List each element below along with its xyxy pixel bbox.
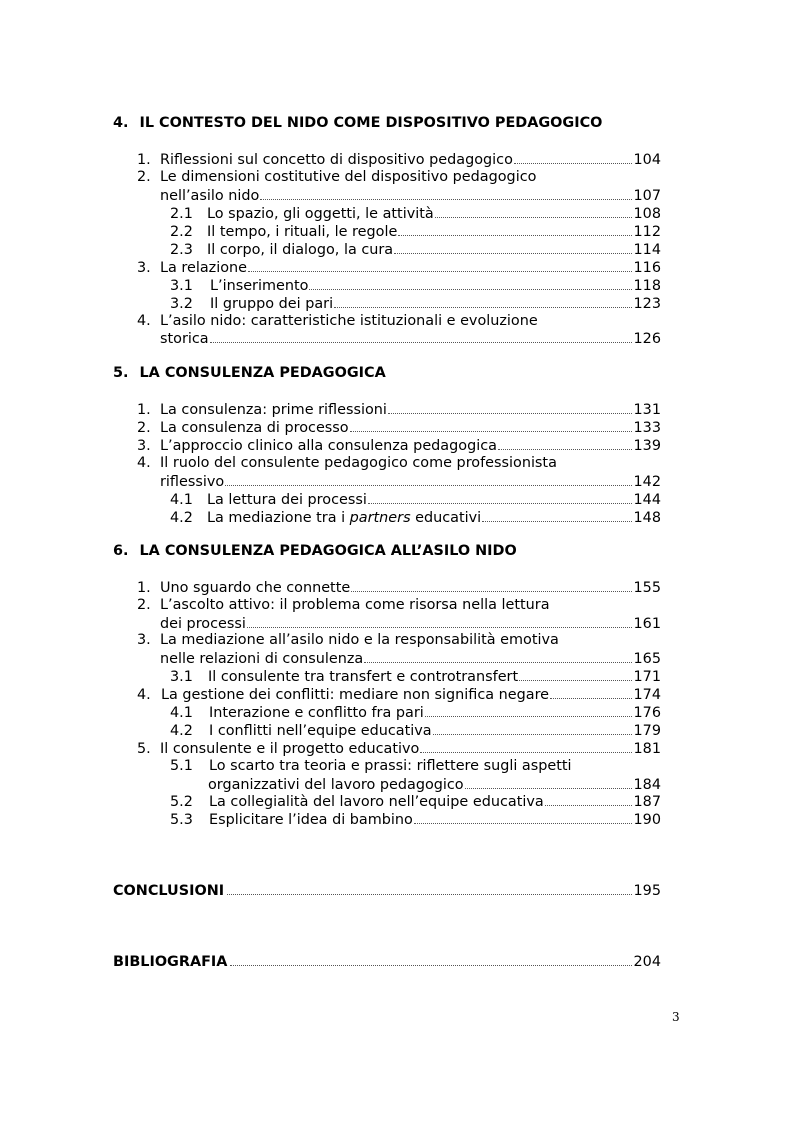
entry-title-cont: nell’asilo nido	[160, 188, 260, 204]
toc-subentry[interactable]	[170, 721, 661, 739]
entry-page: 114	[633, 242, 661, 258]
entry-page: 123	[633, 296, 661, 312]
leader-dots	[351, 578, 631, 592]
toc-subentry[interactable]	[170, 703, 661, 721]
entry-title: I conflitti nell’equipe educativa	[209, 723, 432, 739]
entry-title-cont: riflessivo	[160, 474, 225, 490]
entry-page: 112	[633, 224, 661, 240]
leader-dots	[394, 240, 631, 254]
entry-page: 190	[633, 812, 661, 828]
entry-page: 171	[633, 669, 661, 685]
page-number: 3	[672, 1010, 680, 1024]
leader-dots	[398, 222, 631, 236]
entry-page: 161	[633, 616, 661, 632]
entry-page: 204	[633, 954, 661, 970]
entry-title: L’inserimento	[210, 278, 309, 294]
leader-dots	[334, 294, 631, 308]
entry-title: La collegialità del lavoro nell’equipe educativa	[209, 794, 544, 810]
entry-number: 1.	[137, 402, 151, 418]
leader-dots	[368, 490, 632, 504]
entry-page: 118	[633, 278, 661, 294]
entry-title-part: La mediazione tra i	[207, 510, 350, 526]
entry-title: Uno sguardo che connette	[160, 580, 351, 596]
entry-number: 5.2	[170, 794, 193, 810]
toc-entry-line1[interactable]	[137, 168, 536, 186]
entry-title: Lo spazio, gli oggetti, le attività	[207, 206, 434, 222]
entry-page: 179	[633, 723, 661, 739]
leader-dots	[425, 703, 632, 717]
entry-title: Il consulente tra transfert e controtransfert	[208, 669, 519, 685]
entry-page: 142	[633, 474, 661, 490]
chapter-title: LA CONSULENZA PEDAGOGICA	[139, 365, 386, 381]
entry-number: 2.	[137, 169, 151, 185]
entry-title-cont: dei processi	[160, 616, 246, 632]
entry-title: L’asilo nido: caratteristiche istituzionali e evoluzione	[160, 313, 538, 329]
toc-entry-line1[interactable]	[137, 596, 550, 614]
toc-subentry[interactable]	[170, 240, 661, 258]
entry-number: 4.	[137, 687, 151, 703]
entry-title: Interazione e conflitto fra pari	[209, 705, 424, 721]
entry-page: 131	[633, 402, 661, 418]
toc-subentry[interactable]	[170, 508, 661, 526]
entry-number: 3.	[137, 438, 151, 454]
entry-number: 3.	[137, 632, 151, 648]
toc-subentry[interactable]	[170, 810, 661, 828]
entry-page: 195	[633, 883, 661, 899]
leader-dots	[388, 400, 632, 414]
toc-subentry[interactable]	[170, 276, 661, 294]
entry-number: 4.2	[170, 723, 193, 739]
section-title: BIBLIOGRAFIA	[113, 954, 228, 970]
entry-page: 181	[633, 741, 661, 757]
chapter-title: IL CONTESTO DEL NIDO COME DISPOSITIVO PEDAGOGICO	[139, 115, 603, 131]
entry-number: 2.	[137, 597, 151, 613]
entry-title: L’ascolto attivo: il problema come risorsa nella lettura	[160, 597, 550, 613]
entry-number: 5.	[137, 741, 151, 757]
entry-title: La lettura dei processi	[207, 492, 367, 508]
entry-page: 165	[633, 651, 661, 667]
toc-entry-line1[interactable]	[137, 454, 557, 472]
toc-subentry-line1[interactable]	[170, 757, 572, 775]
toc-entry[interactable]	[137, 418, 661, 436]
entry-page: 155	[633, 580, 661, 596]
toc-subentry[interactable]	[170, 490, 661, 508]
toc-entry-line2[interactable]	[160, 329, 661, 347]
entry-page: 184	[633, 777, 661, 793]
chapter-heading	[113, 364, 386, 382]
entry-number: 4.1	[170, 492, 193, 508]
toc-entry[interactable]	[137, 739, 661, 757]
entry-title: Le dimensioni costitutive del dispositivo pedagogico	[160, 169, 537, 185]
leader-dots	[498, 436, 632, 450]
leader-dots	[414, 810, 632, 824]
toc-entry[interactable]	[137, 150, 661, 168]
entry-title: Riflessioni sul concetto di dispositivo pedagogico	[160, 152, 513, 168]
toc-subentry[interactable]	[170, 204, 661, 222]
entry-page: 174	[633, 687, 661, 703]
toc-entry-line2[interactable]	[160, 614, 661, 632]
leader-dots	[248, 258, 632, 272]
entry-title: Lo scarto tra teoria e prassi: riflettere sugli aspetti	[209, 758, 572, 774]
leader-dots	[350, 418, 632, 432]
entry-number: 1.	[137, 580, 151, 596]
leader-dots	[465, 775, 632, 789]
entry-title	[207, 509, 481, 527]
entry-page: 104	[633, 152, 661, 168]
leader-dots	[227, 881, 631, 895]
entry-title: Il consulente e il progetto educativo	[160, 741, 420, 757]
leader-dots	[433, 721, 632, 735]
entry-title-italic: partners	[349, 510, 411, 526]
entry-number: 5.1	[170, 758, 193, 774]
entry-title-part: educativi	[410, 510, 482, 526]
leader-dots	[545, 792, 632, 806]
entry-page: 116	[633, 260, 661, 276]
entry-title: La consulenza: prime riflessioni	[160, 402, 387, 418]
toc-entry-line2[interactable]	[160, 186, 661, 204]
chapter-heading	[113, 114, 602, 132]
leader-dots	[435, 204, 632, 218]
toc-entry[interactable]	[137, 436, 661, 454]
entry-title-cont: nelle relazioni di consulenza	[160, 651, 364, 667]
leader-dots	[420, 739, 631, 753]
entry-title: La gestione dei conflitti: mediare non significa negare	[161, 687, 550, 703]
toc-entry[interactable]	[137, 578, 661, 596]
chapter-number: 5.	[113, 365, 129, 381]
entry-title: Il gruppo dei pari	[210, 296, 334, 312]
toc-conclusioni[interactable]	[113, 881, 661, 899]
entry-title: La mediazione all’asilo nido e la responsabilità emotiva	[160, 632, 559, 648]
toc-subentry[interactable]	[170, 667, 661, 685]
entry-title: L’approccio clinico alla consulenza pedagogica	[160, 438, 497, 454]
entry-title-cont: organizzativi del lavoro pedagogico	[208, 777, 464, 793]
entry-number: 2.3	[170, 242, 193, 258]
entry-number: 5.3	[170, 812, 193, 828]
leader-dots	[309, 276, 631, 290]
toc-subentry[interactable]	[170, 294, 661, 312]
entry-page: 148	[633, 510, 661, 526]
entry-number: 4.	[137, 455, 151, 471]
toc-entry-line1[interactable]	[137, 312, 538, 330]
entry-title: La relazione	[160, 260, 248, 276]
leader-dots	[225, 472, 631, 486]
entry-number: 3.2	[170, 296, 193, 312]
entry-title: Il ruolo del consulente pedagogico come professionista	[160, 455, 557, 471]
entry-title: Il tempo, i rituali, le regole	[207, 224, 398, 240]
toc-subentry[interactable]	[170, 222, 661, 240]
entry-page: 139	[633, 438, 661, 454]
leader-dots	[210, 329, 632, 343]
entry-number: 4.	[137, 313, 151, 329]
toc-subentry[interactable]	[170, 792, 661, 810]
entry-number: 2.	[137, 420, 151, 436]
toc-subentry-line2[interactable]	[208, 775, 661, 793]
entry-page: 187	[633, 794, 661, 810]
entry-title: Il corpo, il dialogo, la cura	[207, 242, 394, 258]
entry-page: 133	[633, 420, 661, 436]
toc-entry[interactable]	[137, 400, 661, 418]
entry-page: 108	[633, 206, 661, 222]
chapter-number: 6.	[113, 543, 129, 559]
leader-dots	[482, 508, 631, 522]
entry-title: Esplicitare l’idea di bambino	[209, 812, 413, 828]
toc-entry[interactable]	[137, 258, 661, 276]
entry-page: 144	[633, 492, 661, 508]
entry-number: 2.2	[170, 224, 193, 240]
entry-page: 126	[633, 331, 661, 347]
toc-bibliografia[interactable]	[113, 952, 661, 970]
leader-dots	[364, 649, 631, 663]
chapter-number: 4.	[113, 115, 129, 131]
leader-dots	[260, 186, 631, 200]
chapter-heading	[113, 542, 517, 560]
section-title: CONCLUSIONI	[113, 883, 225, 899]
entry-page: 107	[633, 188, 661, 204]
entry-number: 2.1	[170, 206, 193, 222]
leader-dots	[230, 952, 631, 966]
leader-dots	[519, 667, 631, 681]
entry-number: 3.1	[170, 278, 193, 294]
entry-number: 3.	[137, 260, 151, 276]
leader-dots	[514, 150, 632, 164]
leader-dots	[550, 685, 632, 699]
entry-number: 3.1	[170, 669, 193, 685]
entry-title-cont: storica	[160, 331, 209, 347]
toc-entry-line2[interactable]	[160, 472, 661, 490]
entry-page: 176	[633, 705, 661, 721]
entry-number: 4.1	[170, 705, 193, 721]
chapter-title: LA CONSULENZA PEDAGOGICA ALL’ASILO NIDO	[139, 543, 517, 559]
leader-dots	[247, 614, 632, 628]
toc-entry-line1[interactable]	[137, 631, 559, 649]
entry-title: La consulenza di processo	[160, 420, 349, 436]
toc-entry[interactable]	[137, 685, 661, 703]
entry-number: 1.	[137, 152, 151, 168]
entry-number: 4.2	[170, 510, 193, 526]
toc-entry-line2[interactable]	[160, 649, 661, 667]
